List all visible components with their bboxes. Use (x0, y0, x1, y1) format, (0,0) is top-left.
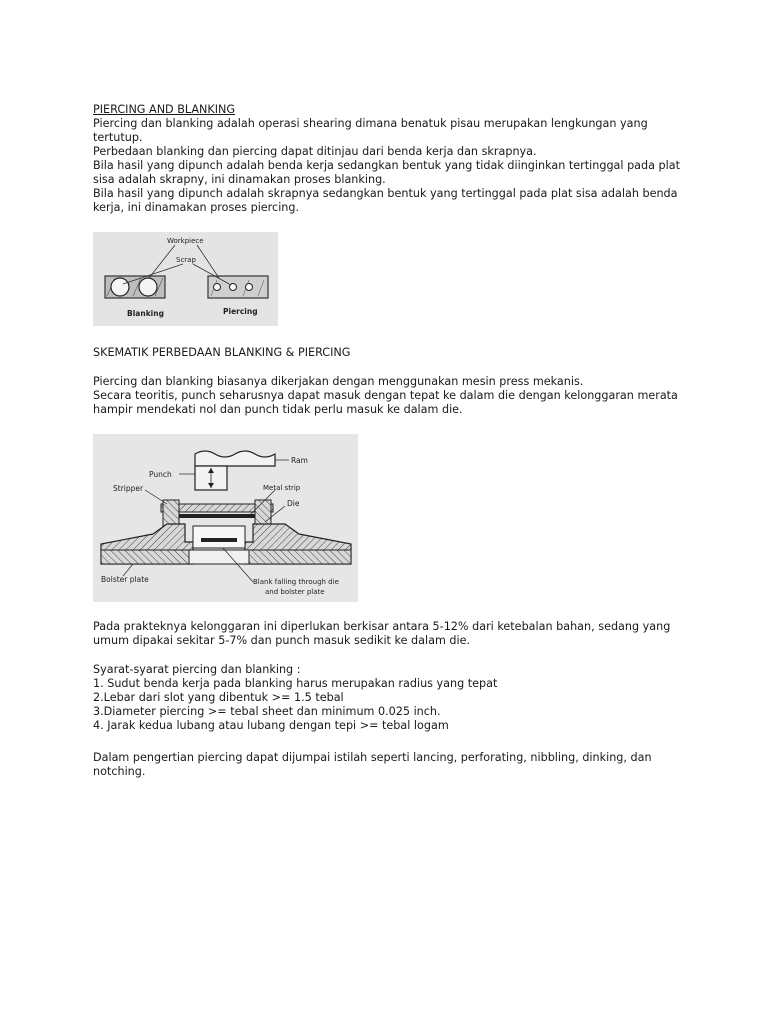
schematic-section (93, 346, 683, 360)
paragraph-line: Bila hasil yang dipunch adalah skrapnya sedangkan bentuk yang tertinggal pada plat sisa adalah benda (93, 187, 678, 200)
section-title: PIERCING AND BLANKING (93, 103, 236, 116)
blanking-label: Blanking (127, 309, 164, 318)
paragraph-line: hampir mendekati nol dan punch tidak perlu masuk ke dalam die. (93, 403, 463, 416)
paragraph-line: notching. (93, 765, 146, 778)
bolster-plate-label: Bolster plate (101, 575, 149, 584)
paragraph-line: Secara teoritis, punch seharusnya dapat masuk dengan tepat ke dalam die dengan kelonggaran merata (93, 389, 678, 402)
paragraph-line: Bila hasil yang dipunch adalah benda kerja sedangkan bentuk yang tidak diinginkan tertinggal pada plat (93, 159, 680, 172)
paragraph-line: umum dipakai sekitar 5-7% dan punch masuk sedikit ke dalam die. (93, 634, 471, 647)
die-label: Die (287, 499, 300, 508)
paragraph-line: Perbedaan blanking dan piercing dapat ditinjau dari benda kerja dan skrapnya. (93, 145, 537, 158)
list-heading: Syarat-syarat piercing dan blanking : (93, 663, 301, 676)
piercing-label: Piercing (223, 307, 258, 316)
clearance-paragraph (93, 620, 683, 648)
press-paragraph (93, 375, 683, 417)
paragraph-line: Piercing dan blanking biasanya dikerjakan dengan menggunakan mesin press mekanis. (93, 375, 584, 388)
paragraph-line: Pada prakteknya kelonggaran ini diperlukan berkisar antara 5-12% dari ketebalan bahan, sedang yang (93, 620, 671, 633)
press-die-figure (93, 434, 358, 602)
section-heading: SKEMATIK PERBEDAAN BLANKING & PIERCING (93, 346, 351, 359)
paragraph-line: Dalam pengertian piercing dapat dijumpai istilah seperti lancing, perforating, nibbling, dinking, dan (93, 751, 652, 764)
paragraph-line: Piercing dan blanking adalah operasi shearing dimana benatuk pisau merupakan lengkungan yang (93, 117, 648, 130)
list-item: 2.Lebar dari slot yang dibentuk >= 1.5 tebal (93, 691, 344, 704)
paragraph-line: kerja, ini dinamakan proses piercing. (93, 201, 300, 214)
terms-paragraph (93, 751, 683, 779)
blanking-piercing-figure (93, 232, 278, 326)
requirements-section (93, 663, 683, 733)
workpiece-label: Workpiece (167, 237, 204, 245)
blank-falling-label-1: Blank falling through die (253, 578, 339, 586)
list-item: 4. Jarak kedua lubang atau lubang dengan tepi >= tebal logam (93, 719, 449, 732)
paragraph-line: sisa adalah skrapny, ini dinamakan proses blanking. (93, 173, 386, 186)
punch-label: Punch (149, 470, 172, 479)
intro-section (93, 103, 683, 215)
blank-falling-label-2: and bolster plate (265, 588, 325, 596)
list-item: 1. Sudut benda kerja pada blanking harus merupakan radius yang tepat (93, 677, 498, 690)
ram-label: Ram (291, 456, 308, 465)
metal-strip-label: Metal strip (263, 484, 301, 492)
paragraph-line: tertutup. (93, 131, 143, 144)
stripper-label: Stripper (113, 484, 144, 493)
scrap-label: Scrap (176, 256, 196, 264)
list-item: 3.Diameter piercing >= tebal sheet dan minimum 0.025 inch. (93, 705, 441, 718)
